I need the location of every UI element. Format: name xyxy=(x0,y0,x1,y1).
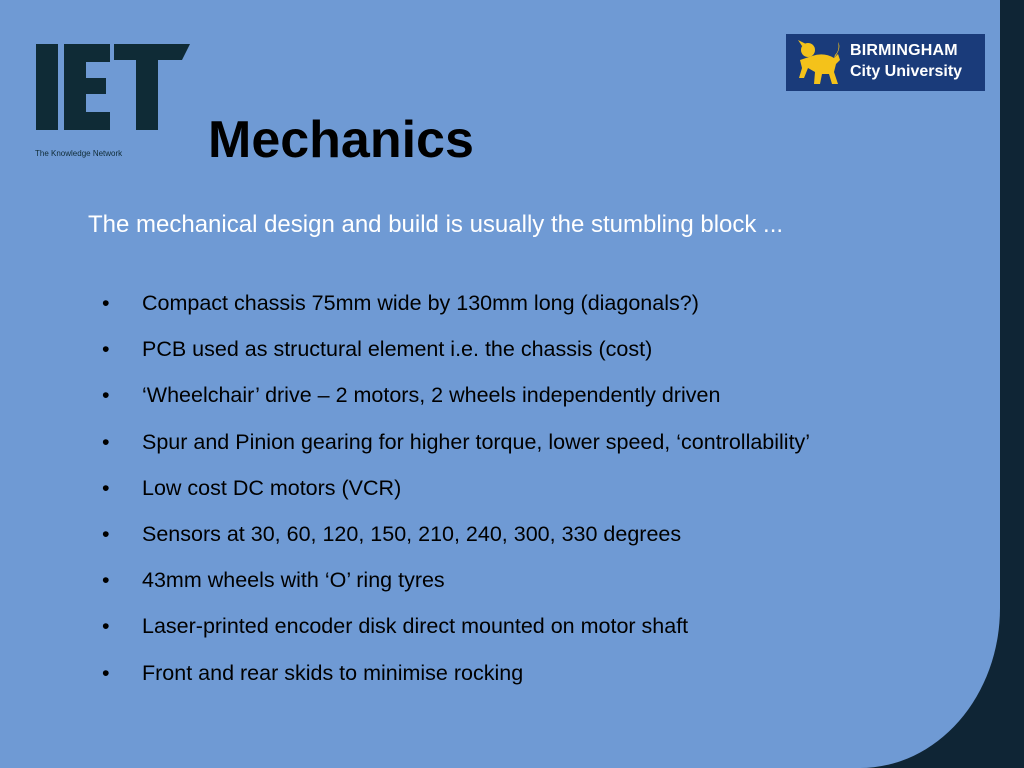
bullet-marker: • xyxy=(102,475,110,500)
bullet-marker: • xyxy=(102,568,110,593)
bullet-text: Sensors at 30, 60, 120, 150, 210, 240, 300, 330 degrees xyxy=(142,521,682,546)
lion-icon xyxy=(794,38,844,88)
bullet-text: Front and rear skids to minimise rocking xyxy=(142,660,524,685)
bullet-text: Compact chassis 75mm wide by 130mm long (diagonals?) xyxy=(142,291,699,315)
iet-logo xyxy=(34,42,194,162)
bullet-item xyxy=(100,337,810,383)
bullet-marker: • xyxy=(102,291,110,315)
bullet-text: Low cost DC motors (VCR) xyxy=(142,475,402,500)
bullet-text: PCB used as structural element i.e. the chassis (cost) xyxy=(142,337,653,362)
iet-tagline: The Knowledge Network xyxy=(35,149,123,158)
bullet-text: ‘Wheelchair’ drive – 2 motors, 2 wheels independently driven xyxy=(142,383,721,408)
bullet-item xyxy=(100,568,810,614)
bullet-list xyxy=(100,291,810,707)
bullet-item xyxy=(100,614,810,660)
bullet-marker: • xyxy=(102,614,110,639)
slide-title: Mechanics xyxy=(208,111,474,169)
bullet-marker: • xyxy=(102,660,110,685)
iet-wordmark-icon xyxy=(34,42,194,142)
bullet-marker: • xyxy=(102,337,110,362)
bullet-item xyxy=(100,661,810,707)
bullet-item xyxy=(100,522,810,568)
slide-subtitle: The mechanical design and build is usually the stumbling block ... xyxy=(88,211,784,238)
bullet-item xyxy=(100,291,810,337)
bcu-logo xyxy=(786,34,985,91)
bullet-item xyxy=(100,430,810,476)
bullet-text: 43mm wheels with ‘O’ ring tyres xyxy=(142,568,445,593)
bullet-item xyxy=(100,383,810,429)
bullet-text: Laser-printed encoder disk direct mounted on motor shaft xyxy=(142,614,689,639)
bullet-marker: • xyxy=(102,429,110,454)
bullet-marker: • xyxy=(102,521,110,546)
bullet-item xyxy=(100,476,810,522)
bullet-text: Spur and Pinion gearing for higher torque, lower speed, ‘controllability’ xyxy=(142,429,811,454)
bcu-name-line1: BIRMINGHAM xyxy=(850,42,958,59)
bullet-marker: • xyxy=(102,383,110,408)
bcu-name-line2: City University xyxy=(850,63,963,80)
